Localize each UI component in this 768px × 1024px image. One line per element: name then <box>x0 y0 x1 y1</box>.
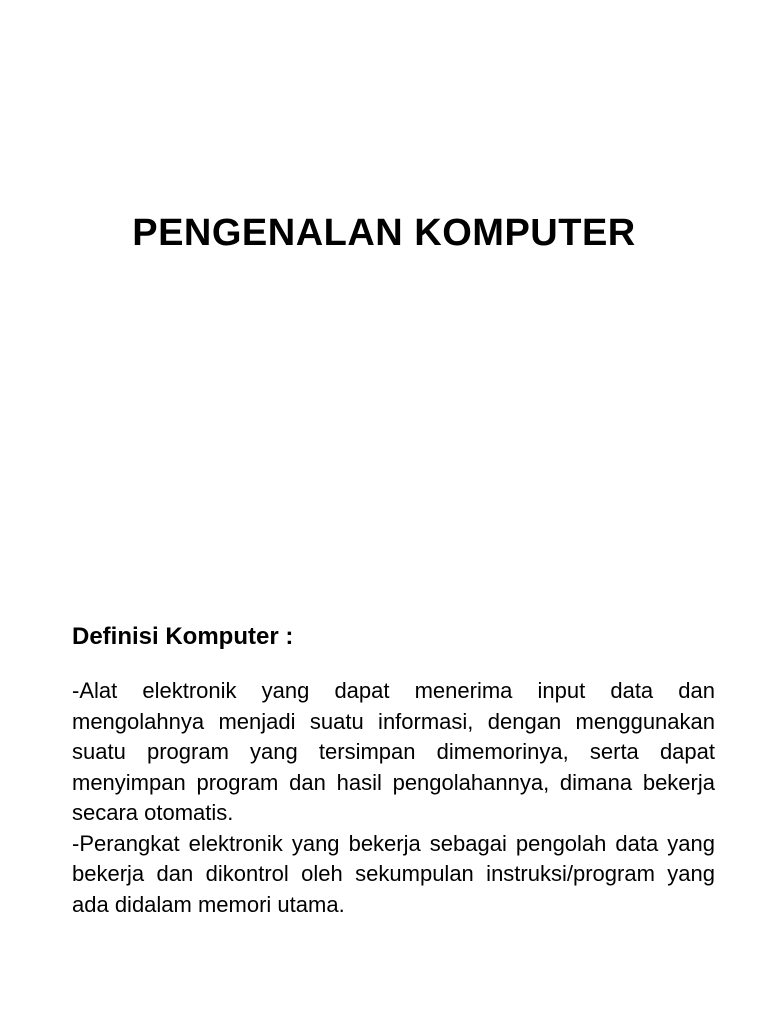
page-title: PENGENALAN KOMPUTER <box>132 212 636 254</box>
definition-paragraph-2: -Perangkat elektronik yang bekerja sebagai pengolah data yang bekerja dan dikontrol oleh sekumpulan instruksi/program yang ada didalam memori utama. <box>72 830 715 917</box>
definition-section <box>72 620 715 920</box>
section-heading: Definisi Komputer : <box>72 623 294 650</box>
definition-paragraph-1: -Alat elektronik yang dapat menerima input data dan mengolahnya menjadi suatu informasi, dengan menggunakan suatu program yang tersimpan dimemorinya, serta dapat menyimpan program dan hasil pengolahannya, dimana bekerja secara otomatis. <box>72 678 715 825</box>
